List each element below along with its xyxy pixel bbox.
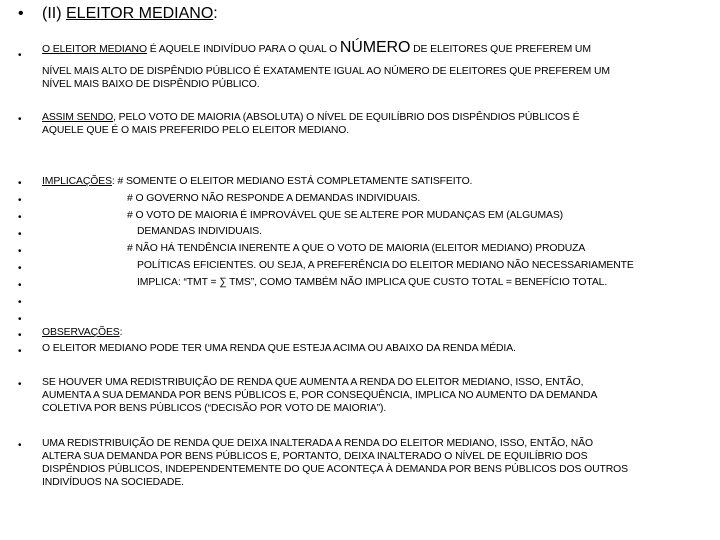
observations-heading bbox=[42, 327, 122, 339]
page-title bbox=[42, 3, 218, 25]
implications-line-2: # O GOVERNO NÃO RESPONDE A DEMANDAS INDIVIDUAIS. bbox=[127, 193, 421, 204]
bullet: • bbox=[18, 195, 22, 206]
bullet: • bbox=[18, 379, 22, 390]
bullet: • bbox=[18, 212, 22, 223]
p1-head: O ELEITOR MEDIANO bbox=[42, 44, 147, 55]
title-prefix: (II) bbox=[42, 5, 66, 22]
bullet: • bbox=[18, 114, 22, 125]
p2-line1-rest: , PELO VOTO DE MAIORIA (ABSOLUTA) O NÍVEL DE EQUILÍBRIO DOS DISPÊNDIOS PÚBLICOS É bbox=[113, 112, 580, 123]
implications-line-7: IMPLICA: “TMT = ∑ TMS”, COMO TAMBÉM NÃO IMPLICA QUE CUSTO TOTAL = BENEFÍCIO TOTAL. bbox=[137, 277, 608, 288]
implications-line-1 bbox=[42, 176, 472, 188]
paragraph-5-line-4: INDIVÍDUOS NA SOCIEDADE. bbox=[42, 477, 184, 488]
implications-line-6: POLÍTICAS EFICIENTES. OU SEJA, A PREFERÊNCIA DO ELEITOR MEDIANO NÃO NECESSARIAMENTE bbox=[137, 260, 634, 271]
paragraph-1-line-3: NÍVEL MAIS BAIXO DE DISPÊNDIO PÚBLICO. bbox=[42, 79, 260, 90]
p1-line1-tail: DE ELEITORES QUE PREFEREM UM bbox=[410, 44, 591, 55]
p1-big-word: NÚMERO bbox=[339, 39, 411, 56]
paragraph-2-line-1 bbox=[42, 112, 579, 124]
bullet: • bbox=[18, 50, 22, 61]
paragraph-1-line-1 bbox=[42, 39, 591, 56]
bullet: • bbox=[18, 5, 24, 22]
implications-head: IMPLICAÇÕES bbox=[42, 176, 112, 187]
bullet: • bbox=[18, 246, 22, 257]
paragraph-4-line-2: AUMENTA A SUA DEMANDA POR BENS PÚBLICOS E, POR CONSEQUÊNCIA, IMPLICA NO AUMENTO DA DEMANDA bbox=[42, 390, 598, 401]
implications-line-4: DEMANDAS INDIVIDUAIS. bbox=[137, 226, 262, 237]
bullet: • bbox=[18, 330, 22, 341]
title-main: ELEITOR MEDIANO bbox=[66, 5, 214, 22]
paragraph-2-line-2: AQUELE QUE É O MAIS PREFERIDO PELO ELEITOR MEDIANO. bbox=[42, 125, 350, 136]
paragraph-4-line-1: SE HOUVER UMA REDISTRIBUIÇÃO DE RENDA QUE AUMENTA A RENDA DO ELEITOR MEDIANO, ISSO, ENTÃO, bbox=[42, 377, 584, 388]
observations-head-rest: : bbox=[119, 327, 123, 338]
implications-l1-rest: : # SOMENTE O ELEITOR MEDIANO ESTÁ COMPLETAMENTE SATISFEITO. bbox=[111, 176, 473, 187]
bullet: • bbox=[18, 440, 22, 451]
p1-head-rest: É AQUELE INDIVÍDUO PARA O QUAL O bbox=[146, 44, 340, 55]
p2-head: ASSIM SENDO bbox=[42, 112, 114, 123]
title-suffix: : bbox=[213, 5, 218, 22]
bullet: • bbox=[18, 263, 22, 274]
paragraph-5-line-2: ALTERA SUA DEMANDA POR BENS PÚBLICOS E, PORTANTO, DEIXA INALTERADO O NÍVEL DE EQUILÍBRIO DOS bbox=[42, 451, 588, 462]
paragraph-1-line-2: NÍVEL MAIS ALTO DE DISPÊNDIO PÚBLICO É EXATAMENTE IGUAL AO NÚMERO DE ELEITORES QUE PREFEREM UM bbox=[42, 66, 610, 77]
bullet: • bbox=[18, 346, 22, 357]
paragraph-4-line-3: COLETIVA POR BENS PÚBLICOS (“DECISÃO POR VOTO DE MAIORIA”). bbox=[42, 403, 387, 414]
bullet: • bbox=[18, 297, 22, 308]
implications-line-3: # O VOTO DE MAIORIA É IMPROVÁVEL QUE SE ALTERE POR MUDANÇAS EM (ALGUMAS) bbox=[127, 210, 564, 221]
bullet: • bbox=[18, 229, 22, 240]
bullet: • bbox=[18, 178, 22, 189]
observations-head: OBSERVAÇÕES bbox=[42, 327, 120, 338]
implications-line-5: # NÃO HÁ TENDÊNCIA INERENTE A QUE O VOTO DE MAIORIA (ELEITOR MEDIANO) PRODUZA bbox=[127, 243, 586, 254]
paragraph-5-line-1: UMA REDISTRIBUIÇÃO DE RENDA QUE DEIXA INALTERADA A RENDA DO ELEITOR MEDIANO, ISSO, ENTÃO, NÃO bbox=[42, 438, 593, 449]
paragraph-5-line-3: DISPÊNDIOS PÚBLICOS, INDEPENDENTEMENTE DO QUE ACONTEÇA À DEMANDA POR BENS PÚBLICOS DOS OUTROS bbox=[42, 464, 628, 475]
observations-line: O ELEITOR MEDIANO PODE TER UMA RENDA QUE ESTEJA ACIMA OU ABAIXO DA RENDA MÉDIA. bbox=[42, 343, 516, 354]
bullet: • bbox=[18, 280, 22, 291]
bullet: • bbox=[18, 314, 22, 325]
